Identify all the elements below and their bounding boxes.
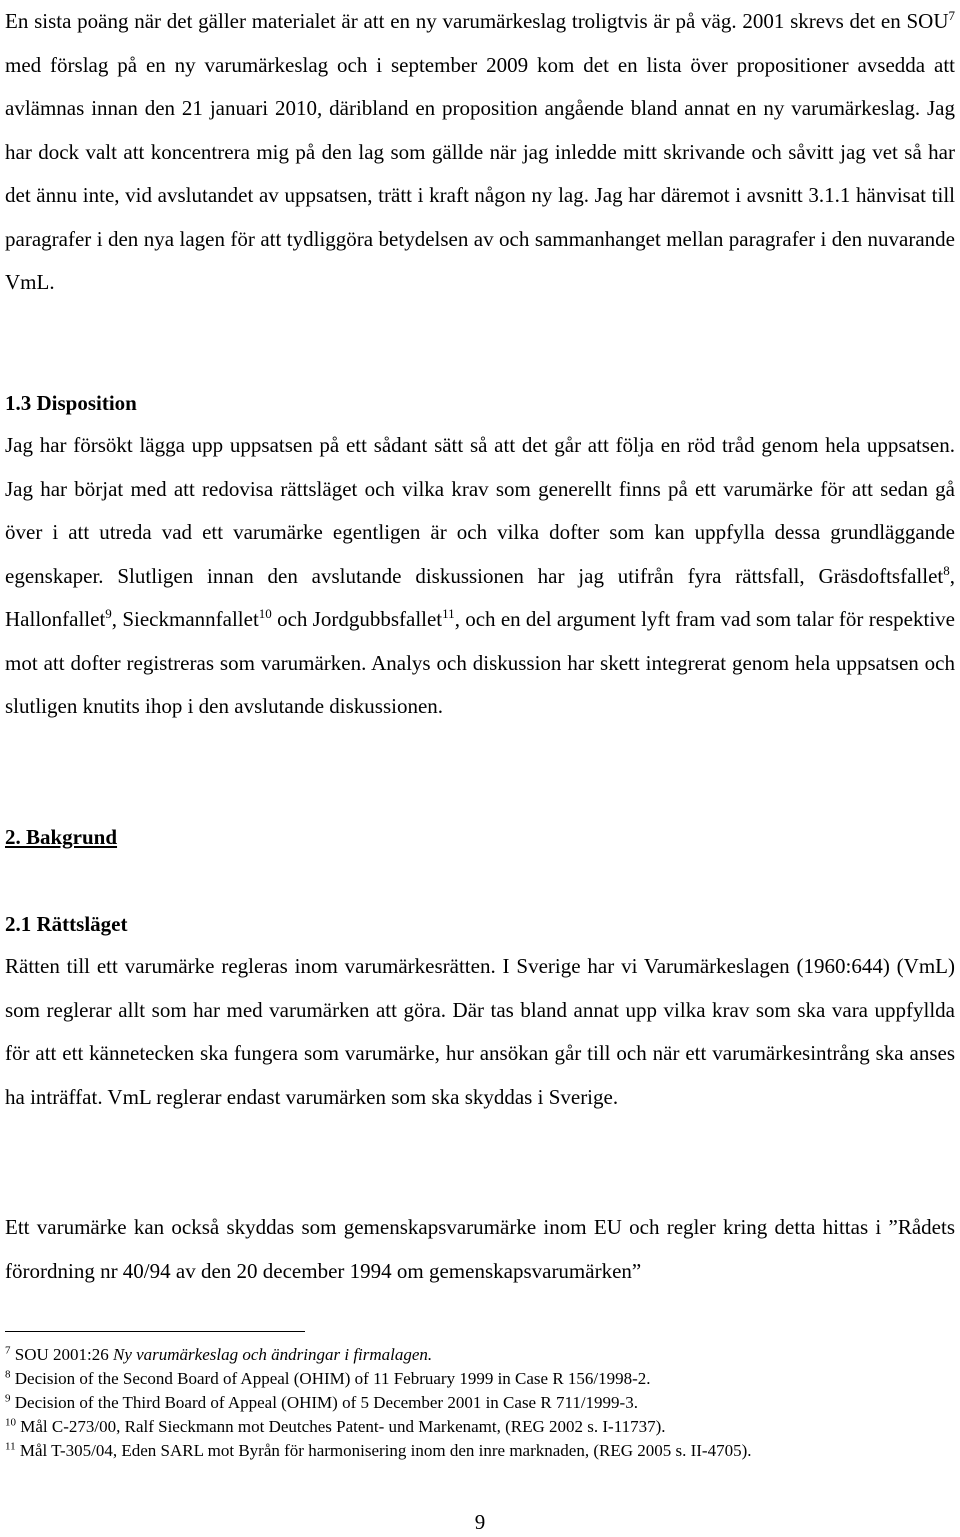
heading-bakgrund: 2. Bakgrund bbox=[5, 825, 118, 849]
footnote-text: Decision of the Second Board of Appeal (OHIM) of 11 February 1999 in Case R 156/1998-2. bbox=[14, 1369, 651, 1388]
intro-text-1: En sista poäng när det gäller materialet är att en ny varumärkeslag troligtvis är på väg. 2001 skrevs det en SOU bbox=[5, 9, 949, 33]
footnotes-list bbox=[5, 1343, 955, 1463]
disposition-text-2: , Hallonfallet bbox=[5, 563, 955, 631]
footnote-title: Ny varumärkeslag och ändringar i firmalagen. bbox=[112, 1345, 433, 1364]
intro-text-2: med förslag på en ny varumärkeslag och i september 2009 kom det en lista över propositioner avsedda att avlämnas innan den 21 januari 2010, däribland en proposition angående bland annat en ny varumärkeslag. Jag har dock valt att koncentrera mig på den lag som gällde när jag inledde mitt skrivande och såvitt jag vet så har det ännu inte, vid avslutandet av uppsatsen, trätt i kraft någon ny lag. Jag har däremot i avsnitt 3.1.1 hänvisat till paragrafer i den nya lagen för att tydliggöra betydelsen av och sammanhanget mellan paragrafer i den nuvarande VmL. bbox=[5, 52, 955, 294]
footnote-ref-8[interactable]: 8 bbox=[943, 562, 950, 578]
footnote-text: Mål C-273/00, Ralf Sieckmann mot Deutches Patent- und Markenamt, (REG 2002 s. I-11737). bbox=[20, 1417, 666, 1436]
page-number: 9 bbox=[474, 1510, 486, 1534]
footnote-separator bbox=[5, 1331, 305, 1332]
footnote-8 bbox=[5, 1367, 955, 1391]
footnote-text: SOU 2001:26 bbox=[14, 1345, 113, 1364]
footnote-ref-10[interactable]: 10 bbox=[258, 606, 272, 621]
rattslaget-paragraph-1: Rätten till ett varumärke regleras inom varumärkesrätten. I Sverige har vi Varumärkeslagen (1960:644) (VmL) som reglerar allt som har med varumärken att göra. Där tas bland annat upp vilka krav som ska vara uppfyllda för att ett kännetecken ska fungera som varumärke, hur ansökan går till och när ett varumärkesintrång ska anses ha inträffat. VmL reglerar endast varumärken som ska skyddas i Sverige. bbox=[5, 954, 955, 1109]
footnote-text: Mål T-305/04, Eden SARL mot Byrån för harmonisering inom den inre marknaden, (REG 2005 s. II-4705). bbox=[19, 1441, 752, 1460]
footnote-number: 8 bbox=[5, 1368, 11, 1381]
footnote-ref-9[interactable]: 9 bbox=[105, 606, 112, 621]
footnote-7 bbox=[5, 1343, 955, 1367]
footnote-ref-7[interactable]: 7 bbox=[948, 8, 955, 23]
rattslaget-paragraph-2: Ett varumärke kan också skyddas som gemenskapsvarumärke inom EU och regler kring detta hittas i ”Rådets förordning nr 40/94 av den 20 december 1994 om gemenskapsvarumärken” bbox=[5, 1215, 955, 1283]
disposition-paragraph bbox=[5, 424, 955, 729]
disposition-text-3: , Sieckmannfallet bbox=[111, 607, 259, 631]
heading-disposition: 1.3 Disposition bbox=[5, 391, 137, 415]
heading-rattslaget: 2.1 Rättsläget bbox=[5, 912, 128, 936]
footnote-number: 7 bbox=[5, 1344, 11, 1357]
disposition-text-4: och Jordgubbsfallet bbox=[271, 607, 443, 631]
footnote-number: 11 bbox=[5, 1440, 16, 1453]
disposition-text-5: , och en del argument lyft fram vad som talar för respektive mot att dofter registreras som varumärken. Analys och diskussion har skett integrerat genom hela uppsatsen och slutligen knutits ihop i den avslutande diskussionen. bbox=[5, 607, 955, 718]
footnote-11 bbox=[5, 1439, 955, 1463]
footnote-9 bbox=[5, 1391, 955, 1415]
intro-paragraph bbox=[5, 0, 955, 305]
disposition-text-1: Jag har försökt lägga upp uppsatsen på ett sådant sätt så att det går att följa en röd tråd genom hela uppsatsen. Jag har börjat med att redovisa rättsläget och vilka krav som generellt finns på ett varumärke för att sedan gå över i att utreda vad ett varumärke egentligen är och vilka dofter som kan uppfylla dessa grundläggande egenskaper. Slutligen innan den avslutande diskussionen har jag utifrån fyra rättsfall, Gräsdoftsfallet bbox=[5, 433, 955, 588]
footnote-10 bbox=[5, 1415, 955, 1439]
footnote-number: 9 bbox=[5, 1392, 11, 1405]
footnote-ref-11[interactable]: 11 bbox=[442, 606, 455, 621]
footnote-number: 10 bbox=[5, 1416, 16, 1429]
footnote-text: Decision of the Third Board of Appeal (OHIM) of 5 December 2001 in Case R 711/1999-3. bbox=[14, 1393, 638, 1412]
